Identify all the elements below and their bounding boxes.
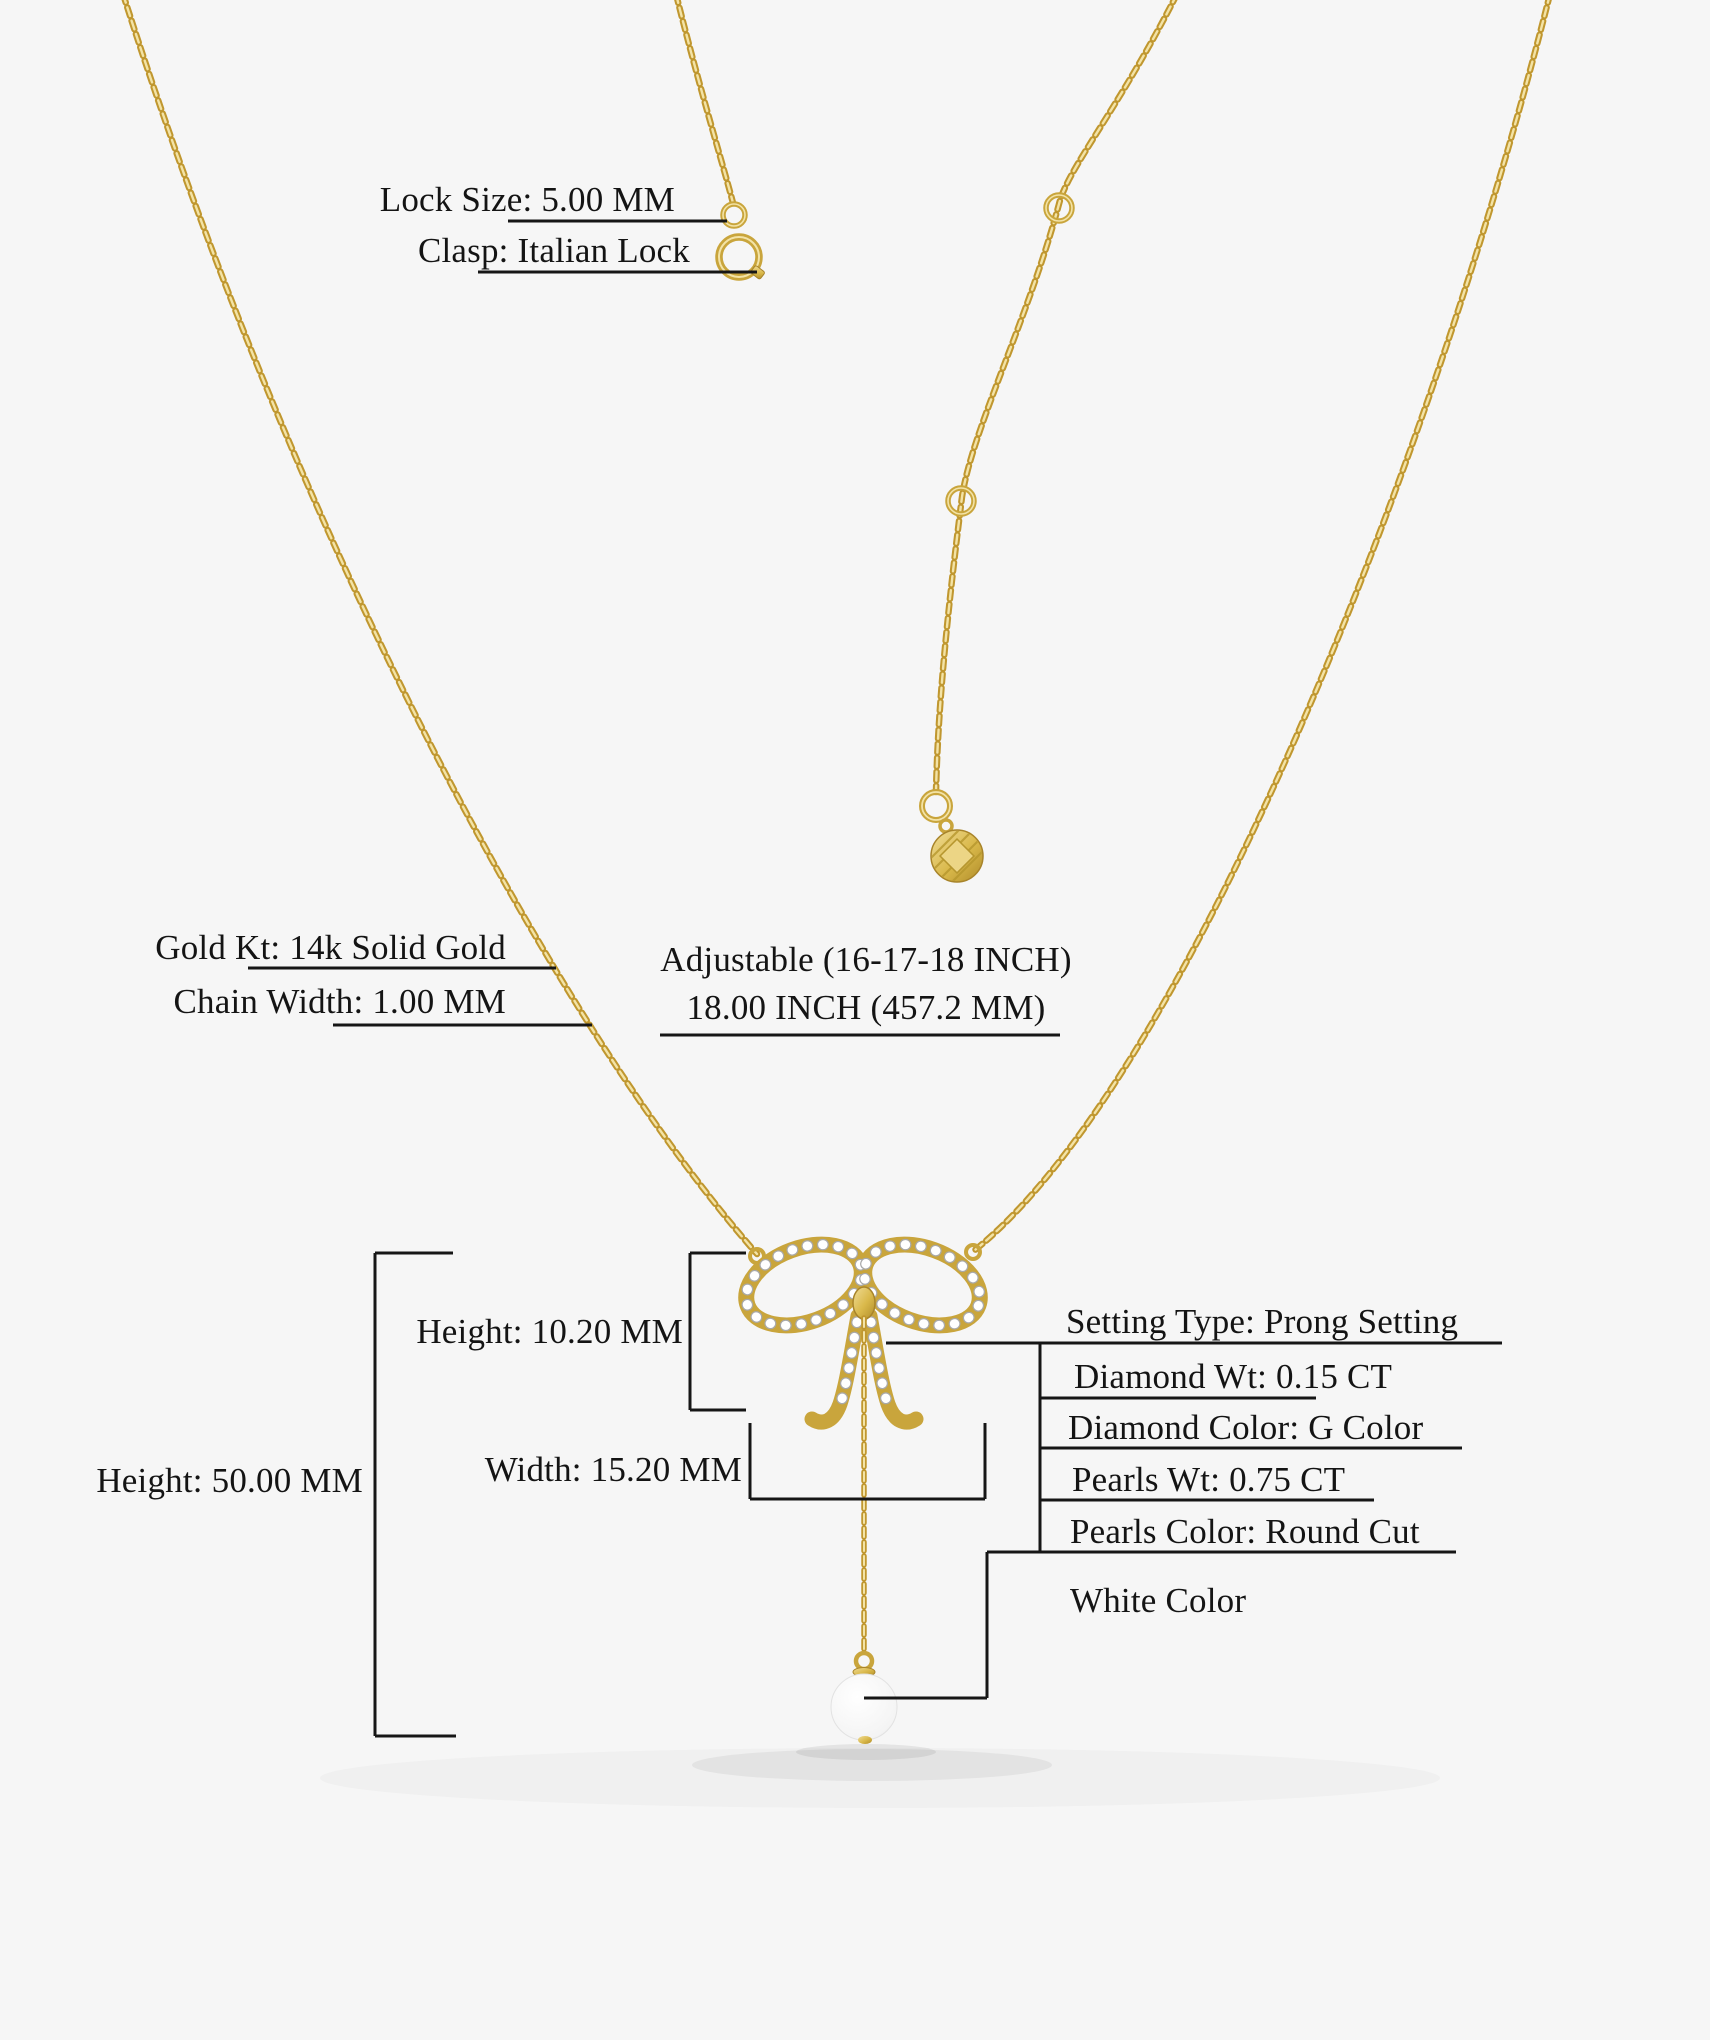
pearls-color-label: Pearls Color: Round Cut: [1070, 1512, 1420, 1551]
diamond-wt-label: Diamond Wt: 0.15 CT: [1074, 1357, 1393, 1396]
pearls-wt-label: Pearls Wt: 0.75 CT: [1072, 1460, 1346, 1499]
pendant-width-label: Width: 15.20 MM: [484, 1450, 742, 1489]
clasp-label: Clasp: Italian Lock: [417, 231, 690, 270]
diamond-color-label: Diamond Color: G Color: [1068, 1408, 1424, 1447]
length-label: 18.00 INCH (457.2 MM): [686, 988, 1046, 1027]
clasp-lock: [719, 204, 765, 280]
pendant-height-label: Height: 10.20 MM: [416, 1312, 683, 1351]
chain-clasp-strand: [676, 0, 733, 203]
chain-extender-strand: [936, 0, 1177, 792]
lock-size-label: Lock Size: 5.00 MM: [379, 180, 675, 219]
chain-width-label: Chain Width: 1.00 MM: [173, 982, 506, 1021]
extender-rings: [922, 195, 1072, 820]
chain-right: [975, 0, 1550, 1250]
pearls-color-label-2: White Color: [1070, 1581, 1247, 1620]
pearl: [831, 1668, 897, 1745]
brand-tag: [925, 815, 989, 882]
adjustable-label: Adjustable (16-17-18 INCH): [660, 940, 1072, 979]
ground-shadow: [320, 1744, 1440, 1808]
drop-chain: [856, 1318, 872, 1669]
drop-height-label: Height: 50.00 MM: [96, 1461, 363, 1500]
gold-kt-label: Gold Kt: 14k Solid Gold: [155, 928, 506, 967]
setting-type-label: Setting Type: Prong Setting: [1066, 1302, 1459, 1341]
